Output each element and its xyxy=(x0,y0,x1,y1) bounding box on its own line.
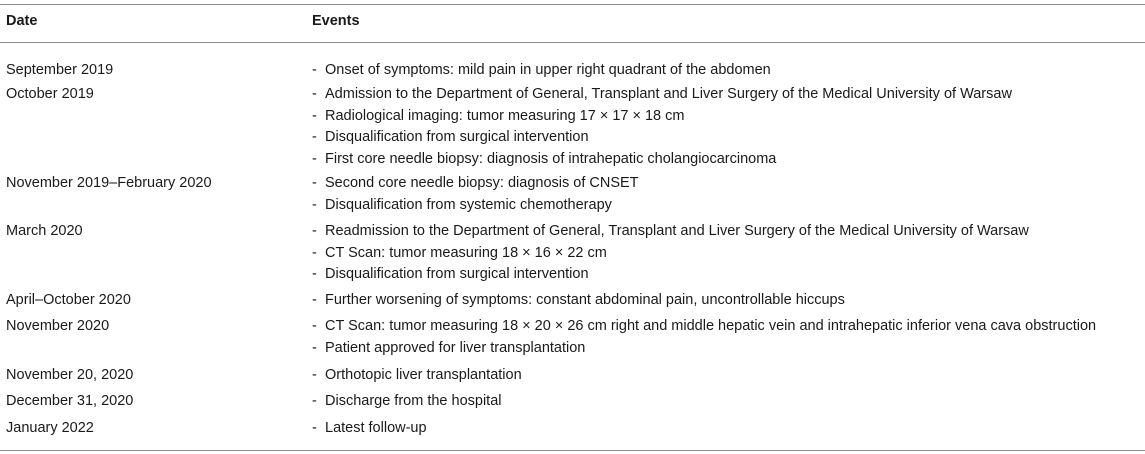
row-events xyxy=(312,290,1145,312)
event-item: - CT Scan: tumor measuring 18 × 20 × 26 cm right and middle hepatic vein and intrahepatic inferior vena cava obstruction xyxy=(312,318,1097,334)
event-item: - Patient approved for liver transplantation xyxy=(312,339,586,356)
row-date: November 20, 2020 xyxy=(6,367,134,383)
row-date: November 2020 xyxy=(6,318,110,334)
event-item: - Readmission to the Department of General, Transplant and Liver Surgery of the Medical University of Warsaw xyxy=(312,223,1029,239)
event-item: - Disqualification from surgical intervention xyxy=(312,129,589,145)
row-date: January 2022 xyxy=(6,420,94,436)
event-item: - Disqualification from surgical intervention xyxy=(312,266,589,282)
row-date: March 2020 xyxy=(6,223,83,239)
event-item: - Admission to the Department of General, Transplant and Liver Surgery of the Medical University of Warsaw xyxy=(312,86,1012,102)
event-item: - Discharge from the hospital xyxy=(312,393,502,409)
row-events xyxy=(312,418,1145,440)
event-item: - Further worsening of symptoms: constant abdominal pain, uncontrollable hiccups xyxy=(312,292,845,308)
row-events xyxy=(312,365,1145,387)
event-item: - Onset of symptoms: mild pain in upper right quadrant of the abdomen xyxy=(312,62,771,78)
table-bottom-rule xyxy=(0,450,1145,451)
row-events xyxy=(312,60,1145,82)
row-events xyxy=(312,316,1145,359)
event-item: - Second core needle biopsy: diagnosis of CNSET xyxy=(312,175,639,191)
header-date: Date xyxy=(6,13,38,29)
event-item: - Disqualification from systemic chemotherapy xyxy=(312,196,612,213)
row-date: November 2019–February 2020 xyxy=(6,175,212,191)
row-date: December 31, 2020 xyxy=(6,393,134,409)
table-header xyxy=(0,13,1145,35)
table-header-rule xyxy=(0,42,1145,43)
row-events xyxy=(312,221,1145,286)
event-item: - Latest follow-up xyxy=(312,420,427,436)
row-events xyxy=(312,173,1145,216)
event-item: - Orthotopic liver transplantation xyxy=(312,367,522,383)
row-events xyxy=(312,84,1145,170)
event-item: - First core needle biopsy: diagnosis of intrahepatic cholangiocarcinoma xyxy=(312,150,777,167)
row-date: April–October 2020 xyxy=(6,292,131,308)
table-top-rule xyxy=(0,4,1145,5)
row-date: September 2019 xyxy=(6,62,114,78)
row-date: October 2019 xyxy=(6,86,94,102)
header-events: Events xyxy=(312,13,360,29)
event-item: - Radiological imaging: tumor measuring 17 × 17 × 18 cm xyxy=(312,107,685,124)
event-item: - CT Scan: tumor measuring 18 × 16 × 22 cm xyxy=(312,244,607,261)
row-events xyxy=(312,391,1145,413)
